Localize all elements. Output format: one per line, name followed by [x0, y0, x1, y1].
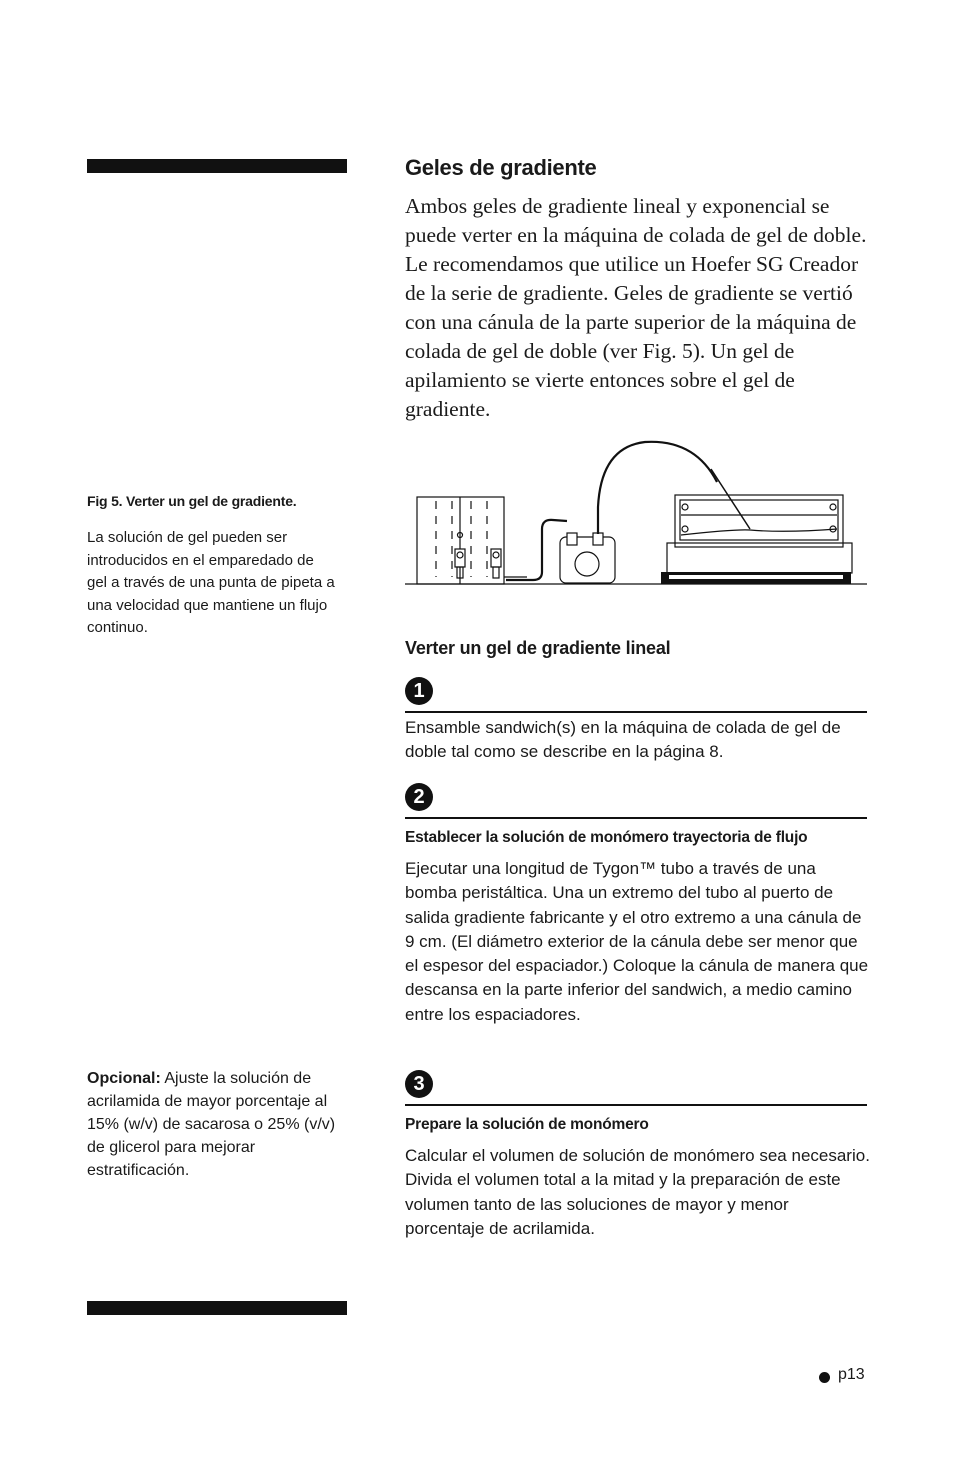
step-2-body: Ejecutar una longitud de Tygon™ tubo a través de una bomba peristáltica. Una un extremo del tubo al puerto de salida gradiente fabricante y el otro extremo a una cánula de 9 cm. (El diámetro exterior de la cánula debe ser menor que el espesor del espaciador.) Coloque la cánula de manera que descansa en la parte inferior del sandwich, a medio camino entre los espaciadores. [405, 859, 869, 1024]
step-3-number: 3 [405, 1070, 433, 1098]
optional-note-text: Ajuste la solución de acrilamida de mayor porcentaje al 15% (w/v) de sacarosa o 25% (v/v) de glicerol para mejorar estratificación. [87, 1070, 336, 1179]
step-2-title: Establecer la solución de monómero trayectoria de flujo [405, 829, 808, 846]
step-1-body: Ensamble sandwich(s) en la máquina de colada de gel de doble tal como se describe en la página 8. [405, 718, 841, 762]
optional-note-label: Opcional: [87, 1070, 161, 1087]
step-3-rule [405, 1104, 867, 1106]
step-3-body: Calcular el volumen de solución de monómero sea necesario. Divida el volumen total a la mitad y la preparación de este volumen tanto de las soluciones de mayor y menor porcentaje de acrilamida. [405, 1146, 870, 1238]
page-number: p13 [838, 1366, 865, 1383]
figure-caption-body: La solución de gel pueden ser introducidos en el emparedado de gel a través de una punta de pipeta a una velocidad que mantiene un flujo continuo. [87, 529, 335, 636]
procedure-subheading: Verter un gel de gradiente lineal [405, 638, 671, 658]
figure-caption-title: Fig 5. Verter un gel de gradiente. [87, 493, 297, 509]
bottom-rule [87, 1301, 347, 1315]
intro-paragraph: Ambos geles de gradiente lineal y exponencial se puede verter en la máquina de colada de gel de doble. Le recomendamos que utilice un Hoefer SG Creador de la serie de gradiente. Geles de gradiente se vertió con una cánula de la parte superior de la máquina de colada de gel de doble (ver Fig. 5). Un gel de apilamiento se vierte entonces sobre el gel de gradiente. [405, 194, 867, 421]
page-bullet [819, 1372, 830, 1383]
step-1-rule [405, 711, 867, 713]
gradient-pour-illustration [405, 437, 867, 597]
step-2-rule [405, 817, 867, 819]
optional-note [87, 1067, 342, 1182]
step-1-number: 1 [405, 677, 433, 705]
section-heading: Geles de gradiente [405, 155, 597, 180]
step-2-number: 2 [405, 783, 433, 811]
step-3-title: Prepare la solución de monómero [405, 1116, 649, 1133]
top-rule [87, 159, 347, 173]
